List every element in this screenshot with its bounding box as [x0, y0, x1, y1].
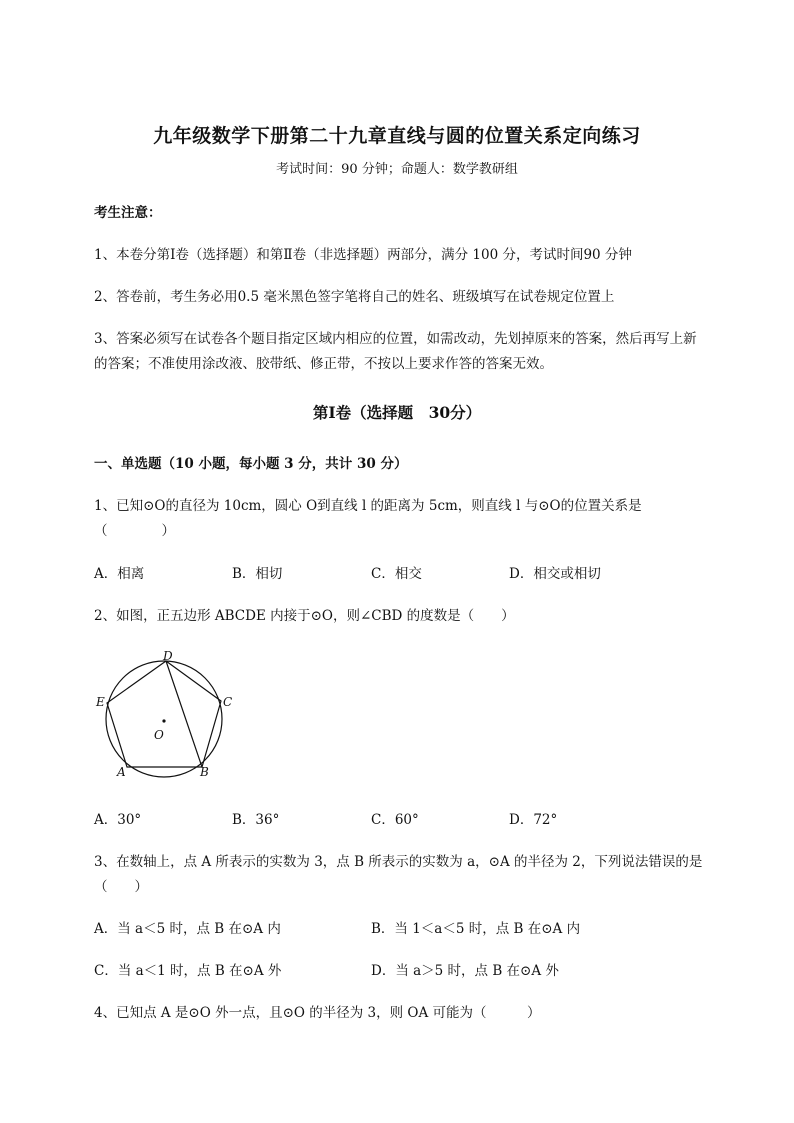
question-1-option-d[interactable]: D．相交或相切 — [509, 566, 601, 582]
notice-item-3: 3、答案必须写在试卷各个题目指定区域内相应的位置，如需改动，先划掉原来的答案，然后再写上新 — [94, 331, 697, 347]
exam-info: 考试时间：90 分钟；命题人：数学教研组 — [276, 162, 518, 177]
document-title: 九年级数学下册第二十九章直线与圆的位置关系定向练习 — [153, 125, 641, 147]
question-3-blank: （ ） — [94, 879, 148, 895]
pentagon-figure — [90, 645, 240, 785]
section-title: 第Ⅰ卷（选择题 30分） — [312, 403, 482, 422]
segment-bd — [166, 661, 202, 767]
part-title: 一、单选题（10 小题，每小题 3 分，共计 30 分） — [94, 456, 408, 472]
label-d: D — [163, 649, 173, 663]
label-o: O — [154, 728, 164, 742]
notice-item-1: 1、本卷分第Ⅰ卷（选择题）和第Ⅱ卷（非选择题）两部分，满分 100 分，考试时间90 分钟 — [94, 247, 632, 263]
question-3-option-d[interactable]: D．当 a＞5 时，点 B 在⊙A 外 — [371, 963, 559, 979]
label-a: A — [117, 765, 126, 779]
question-1-option-b[interactable]: B．相切 — [232, 566, 283, 582]
question-3-option-c[interactable]: C．当 a＜1 时，点 B 在⊙A 外 — [94, 963, 282, 979]
question-4-stem: 4、已知点 A 是⊙O 外一点，且⊙O 的半径为 3，则 OA 可能为（ ） — [94, 1005, 541, 1021]
label-b: B — [200, 765, 209, 779]
question-2-stem: 2、如图，正五边形 ABCDE 内接于⊙O，则∠CBD 的度数是（ ） — [94, 608, 515, 624]
question-1-option-c[interactable]: C．相交 — [371, 566, 422, 582]
notice-item-2: 2、答卷前，考生务必用0.5 毫米黑色签字笔将自己的姓名、班级填写在试卷规定位置上 — [94, 289, 615, 305]
question-2-option-d[interactable]: D．72° — [509, 812, 558, 828]
question-2-option-a[interactable]: A．30° — [94, 812, 142, 828]
notice-heading: 考生注意： — [94, 205, 162, 221]
question-3-option-b[interactable]: B．当 1＜a＜5 时，点 B 在⊙A 内 — [371, 921, 581, 937]
question-2-option-b[interactable]: B．36° — [232, 812, 280, 828]
question-3-option-a[interactable]: A．当 a＜5 时，点 B 在⊙A 内 — [94, 921, 281, 937]
question-2-option-c[interactable]: C．60° — [371, 812, 419, 828]
label-e: E — [96, 695, 105, 709]
question-1-stem: 1、已知⊙O的直径为 10cm，圆心 O到直线 l 的距离为 5cm，则直线 l 与⊙O的位置关系是 — [94, 498, 642, 514]
question-3-stem: 3、在数轴上，点 A 所表示的实数为 3，点 B 所表示的实数为 a，⊙A 的半径为 2，下列说法错误的是 — [94, 854, 703, 870]
notice-item-3-cont: 的答案；不准使用涂改液、胶带纸、修正带，不按以上要求作答的答案无效。 — [94, 356, 553, 372]
question-1-blank: （ ） — [94, 523, 175, 539]
question-1-option-a[interactable]: A．相离 — [94, 566, 145, 582]
center-point — [162, 719, 165, 722]
label-c: C — [223, 695, 233, 709]
